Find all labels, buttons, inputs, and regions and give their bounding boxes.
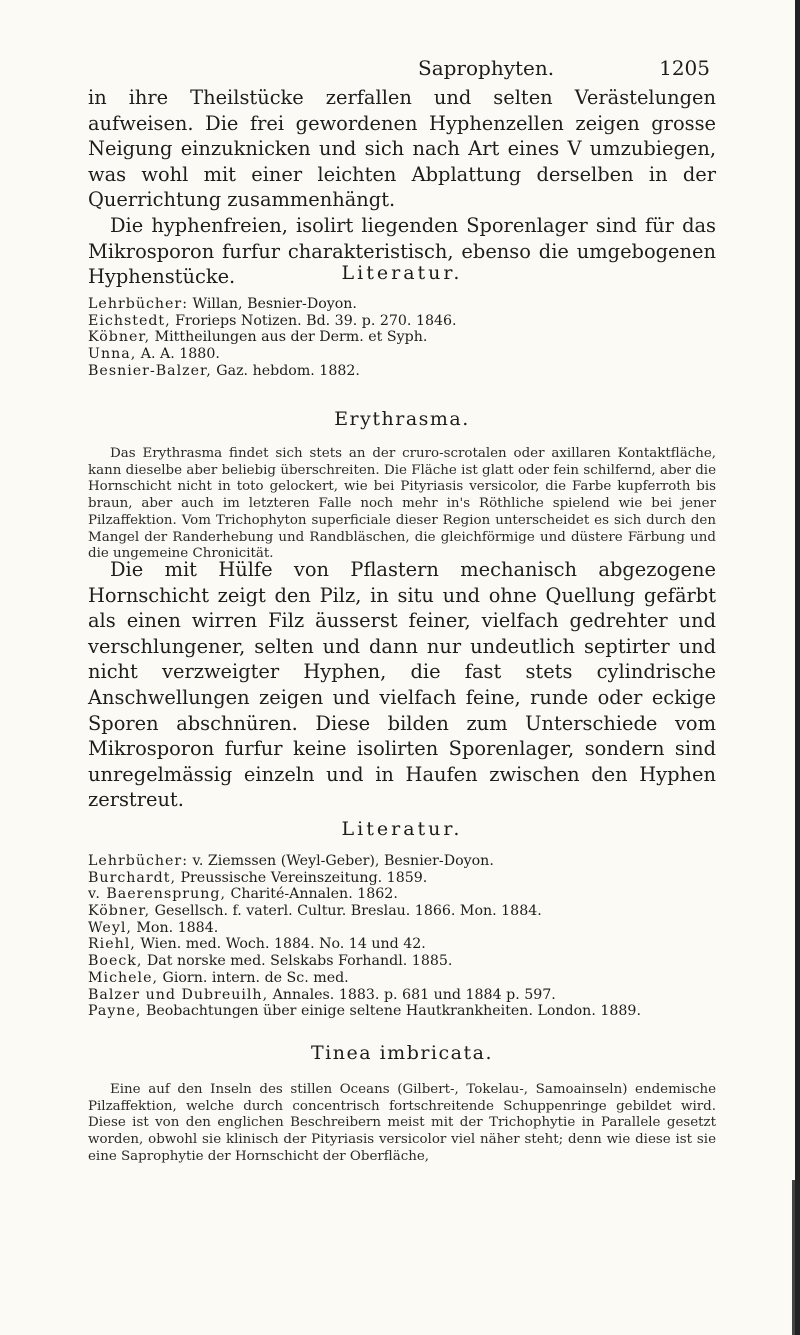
reference-item: Lehrbücher: v. Ziemssen (Weyl-Geber), Besnier-Doyon. (88, 853, 494, 869)
reference-item: Weyl, Mon. 1884. (88, 919, 219, 936)
reference-item: v. Baerensprung, Charité-Annalen. 1862. (88, 886, 398, 903)
reference-item: Köbner, Gesellsch. f. vaterl. Cultur. Breslau. 1866. Mon. 1884. (88, 903, 542, 920)
intro-paragraph-2: Die hyphenfreien, isolirt liegenden Sporenlager sind für das Mikrosporon furfur charakteristisch, ebenso die umgebogenen Hyphenstücke. (88, 213, 716, 289)
running-header (418, 56, 710, 80)
tinea-small-paragraph: Eine auf den Inseln des stillen Oceans (Gilbert-, Tokelau-, Samoainseln) endemische Pilzaffektion, welche durch concentrisch fortschreitende Schuppenringe gebildet wird. Diese ist von den englichen Beschreibern meist mit der Trichophytie in Parallele gesetzt worden, obwohl sie klinisch der Pityriasis versicolor viel näher steht; denn wie diese ist sie eine Saprophytie der Hornschicht der Oberfläche, (88, 1082, 716, 1164)
tinea-description (88, 1082, 716, 1166)
intro-paragraph-1: in ihre Theilstücke zerfallen und selten Verästelungen aufweisen. Die frei gewordenen Hyphenzellen zeigen grosse Neigung einzuknicken und sich nach Art eines V umzubiegen, was wohl mit einer leichten Abplattung derselben in der Querrichtung zusammenhängt. (88, 86, 716, 212)
erythrasma-description (88, 446, 716, 563)
section-heading-tinea-imbricata: Tinea imbricata. (311, 1042, 493, 1064)
reference-item: Köbner, Mittheilungen aus der Derm. et Syph. (88, 329, 428, 346)
section-heading-erythrasma: Erythrasma. (334, 408, 470, 430)
reference-item: Besnier-Balzer, Gaz. hebdom. 1882. (88, 362, 360, 379)
reference-item: Michele, Giorn. intern. de Sc. med. (88, 969, 349, 986)
running-title: Saprophyten. (418, 56, 555, 80)
erythrasma-small-paragraph: Das Erythrasma findet sich stets an der cruro-scrotalen oder axillaren Kontaktfläche, kann dieselbe aber beliebig überschreiten. Die Fläche ist glatt oder fein schilfernd, aber die Hornschicht nicht in toto gelockert, wie bei Pityriasis versicolor, die Farbe kupferroth bis braun, aber auch im letzteren Falle noch mehr in's Röthliche spielend wie bei jener Pilzaffektion. Vom Trichophyton superficiale dieser Region unterscheidet es sich durch den Mangel der Randerhebung und Randbläschen, die gleichförmige und düstere Färbung und die ungemeine Chronicität. (88, 446, 716, 562)
reference-item: Unna, A. A. 1880. (88, 346, 220, 363)
reference-item: Boeck, Dat norske med. Selskabs Forhandl. 1885. (88, 953, 453, 970)
reference-item: Eichstedt, Frorieps Notizen. Bd. 39. p. 270. 1846. (88, 312, 457, 329)
reference-item: Burchardt, Preussische Vereinszeitung. 1859. (88, 869, 428, 886)
intro-text (88, 85, 716, 290)
literatur-heading-2: Literatur. (341, 818, 463, 840)
literatur-list-1 (88, 296, 728, 379)
erythrasma-findings (88, 557, 716, 813)
reference-item: Lehrbücher: Willan, Besnier-Doyon. (88, 296, 357, 312)
reference-item: Balzer und Dubreuilh, Annales. 1883. p. 681 und 1884 p. 597. (88, 986, 556, 1003)
page-edge-shadow-lower (792, 1180, 795, 1335)
literatur-list-2 (88, 853, 728, 1020)
reference-item: Payne, Beobachtungen über einige seltene Hautkrankheiten. London. 1889. (88, 1003, 641, 1020)
page-number: 1205 (659, 56, 710, 80)
reference-item: Riehl, Wien. med. Woch. 1884. No. 14 und 42. (88, 936, 426, 953)
page-edge-shadow (795, 0, 800, 1335)
erythrasma-big-paragraph: Die mit Hülfe von Pflastern mechanisch abgezogene Hornschicht zeigt den Pilz, in situ und ohne Quellung gefärbt als einen wirren Filz äusserst feiner, vielfach gedrehter und verschlungener, selten und dann nur undeutlich septirter und nicht verzweigter Hyphen, die fast stets cylindrische Anschwellungen zeigen und vielfach feine, runde oder eckige Sporen abschnüren. Diese bilden zum Unterschiede vom Mikrosporon furfur keine isolirten Sporenlager, sondern sind unregelmässig einzeln und in Haufen zwischen den Hyphen zerstreut. (88, 558, 716, 812)
literatur-heading-1: Literatur. (341, 262, 463, 284)
